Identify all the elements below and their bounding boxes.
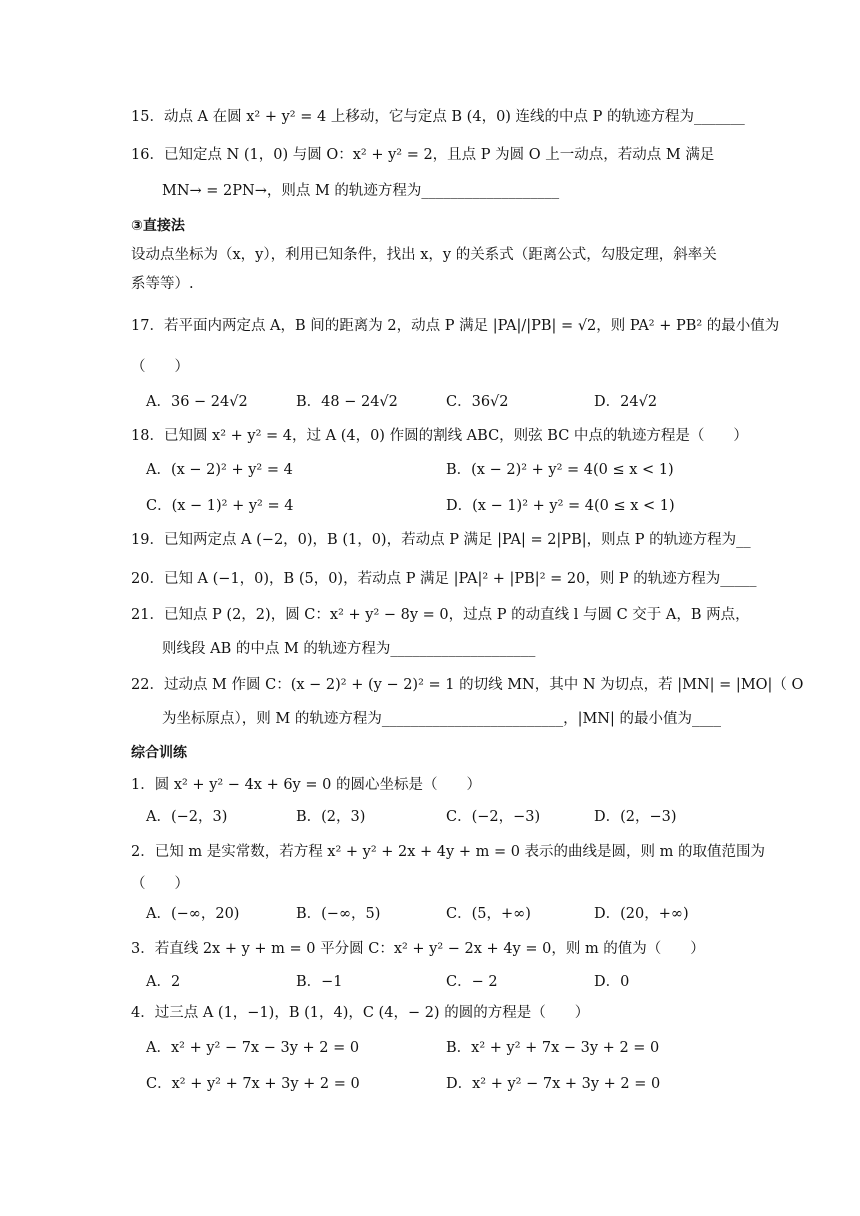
exercise-2-line-2: （ ） <box>131 876 189 892</box>
q18-option-b: B．(x − 2)² + y² = 4(0 ≤ x < 1) <box>446 462 674 478</box>
ex1-option-a: A．(−2，3) <box>146 809 228 825</box>
ex1-option-b: B．(2，3) <box>296 809 366 825</box>
question-15: 15．动点 A 在圆 x² + y² = 4 上移动，它与定点 B (4，0) 连线的中点 P 的轨迹方程为_______ <box>131 109 745 125</box>
question-21-line-2: 则线段 AB 的中点 M 的轨迹方程为____________________ <box>162 641 536 657</box>
ex3-option-a: A．2 <box>146 974 181 990</box>
ex4-option-b: B．x² + y² + 7x − 3y + 2 = 0 <box>446 1040 660 1056</box>
section-heading-direct-method: ③直接法 <box>131 218 185 234</box>
q17-option-b: B．48 − 24√2 <box>296 394 398 410</box>
q18-option-c: C．(x − 1)² + y² = 4 <box>146 498 294 514</box>
exercise-2-line-1: 2．已知 m 是实常数，若方程 x² + y² + 2x + 4y + m = 0 表示的曲线是圆，则 m 的取值范围为 <box>131 844 766 860</box>
q17-option-d: D．24√2 <box>594 394 658 410</box>
question-19: 19．已知两定点 A (−2，0)，B (1，0)，若动点 P 满足 |PA| = 2|PB|，则点 P 的轨迹方程为__ <box>131 532 751 548</box>
ex3-option-b: B．−1 <box>296 974 343 990</box>
q18-option-d: D．(x − 1)² + y² = 4(0 ≤ x < 1) <box>446 498 675 514</box>
ex4-option-a: A．x² + y² − 7x − 3y + 2 = 0 <box>146 1040 360 1056</box>
ex1-option-d: D．(2，−3) <box>594 809 677 825</box>
q17-option-c: C．36√2 <box>446 394 509 410</box>
question-17-line-1: 17．若平面内两定点 A，B 间的距离为 2，动点 P 满足 |PA|/|PB| = √2，则 PA² + PB² 的最小值为 <box>131 318 780 334</box>
section-heading-comprehensive-training: 综合训练 <box>131 745 187 761</box>
question-21-line-1: 21．已知点 P (2，2)，圆 C：x² + y² − 8y = 0，过点 P 的动直线 l 与圆 C 交于 A，B 两点， <box>131 607 750 623</box>
question-17-line-2: （ ） <box>131 359 189 375</box>
ex2-option-b: B．(−∞，5) <box>296 906 381 922</box>
q18-option-a: A．(x − 2)² + y² = 4 <box>146 462 293 478</box>
q17-option-a: A．36 − 24√2 <box>146 394 248 410</box>
exercise-3: 3．若直线 2x + y + m = 0 平分圆 C：x² + y² − 2x + 4y = 0，则 m 的值为（ ） <box>131 941 705 957</box>
ex1-option-c: C．(−2，−3) <box>446 809 541 825</box>
ex2-option-d: D．(20，+∞) <box>594 906 689 922</box>
exercise-1: 1．圆 x² + y² − 4x + 6y = 0 的圆心坐标是（ ） <box>131 777 481 793</box>
ex3-option-d: D．0 <box>594 974 630 990</box>
exercise-4: 4．过三点 A (1，−1)，B (1，4)，C (4，− 2) 的圆的方程是（ ） <box>131 1005 590 1021</box>
question-20: 20．已知 A (−1，0)，B (5，0)，若动点 P 满足 |PA|² + |PB|² = 20，则 P 的轨迹方程为_____ <box>131 571 757 587</box>
ex4-option-c: C．x² + y² + 7x + 3y + 2 = 0 <box>146 1076 360 1092</box>
method-intro-line-2: 系等等）. <box>131 276 194 292</box>
ex3-option-c: C．− 2 <box>446 974 498 990</box>
method-intro-line-1: 设动点坐标为（x，y），利用已知条件，找出 x，y 的关系式（距离公式，勾股定理，斜率关 <box>131 247 717 263</box>
question-22-line-1: 22．过动点 M 作圆 C：(x − 2)² + (y − 2)² = 1 的切线 MN，其中 N 为切点，若 |MN| = |MO|（ O <box>131 677 804 693</box>
ex2-option-c: C．(5，+∞) <box>446 906 531 922</box>
ex2-option-a: A．(−∞，20) <box>146 906 240 922</box>
question-18: 18．已知圆 x² + y² = 4，过 A (4，0) 作圆的割线 ABC，则弦 BC 中点的轨迹方程是（ ） <box>131 428 748 444</box>
question-22-line-2: 为坐标原点），则 M 的轨迹方程为_________________________，|MN| 的最小值为____ <box>162 711 721 727</box>
question-16-line-1: 16．已知定点 N (1，0) 与圆 O：x² + y² = 2，且点 P 为圆 O 上一动点，若动点 M 满足 <box>131 147 715 163</box>
question-16-line-2: MN→ = 2PN→，则点 M 的轨迹方程为___________________ <box>162 183 560 199</box>
ex4-option-d: D．x² + y² − 7x + 3y + 2 = 0 <box>446 1076 661 1092</box>
